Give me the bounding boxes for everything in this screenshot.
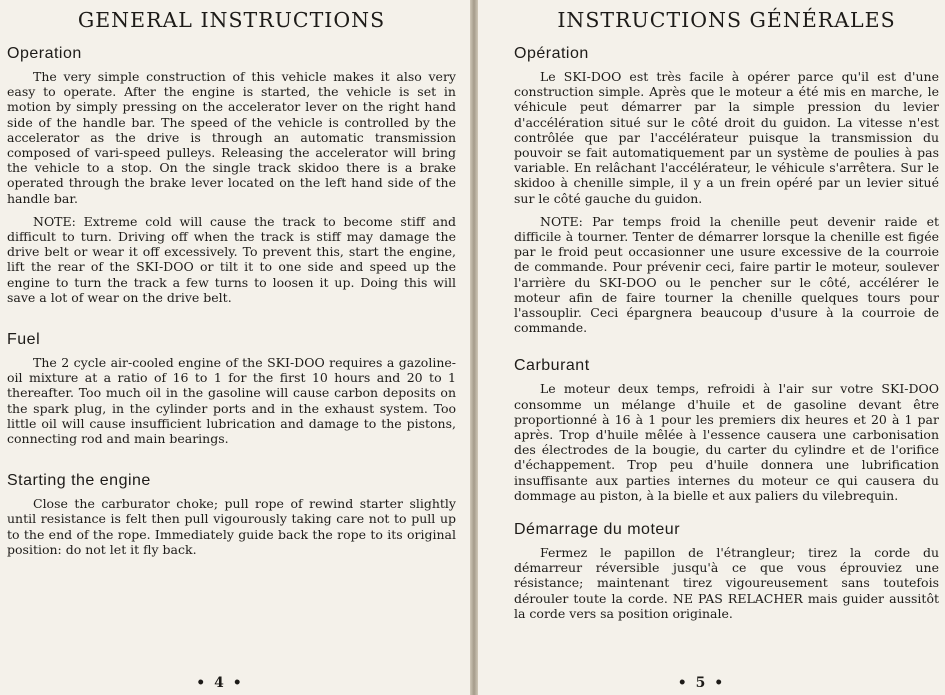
page-number: • 4 • <box>196 675 244 691</box>
section-operation <box>7 45 456 305</box>
section-starting-engine <box>514 521 939 621</box>
paragraph: The very simple construction of this vehicle makes it also very easy to operate. After the engine is started, the vehicle is set in motion by simply pressing on the accelerator lever on the right hand side of the handle bar. The speed of the vehicle is controlled by the accelerator as the drive is through an automatic transmission composed of vari-speed pulleys. Releasing the accelerator will bring the vehicle to a stop. On the single track skidoo there is a brake operated through the brake lever located on the left hand side of the handle bar. <box>7 69 456 206</box>
section-starting-engine <box>7 472 456 557</box>
note-paragraph: NOTE: Par temps froid la chenille peut devenir raide et difficile à tourner. Tenter de démarrer lorsque la chenille est figée par le froid peut occasionner une usure excessive de la courroie de commande. Pour prévenir ceci, faire partir le moteur, soulever l'arrière du SKI-DOO ou le pencher sur le côté, accélérer le moteur afin de faire tourner la chenille quelques tours pour l'assouplir. Ceci épargnera beaucoup d'usure à la courroie de commande. <box>514 213 939 336</box>
section-operation <box>514 45 939 335</box>
note-paragraph: NOTE: Extreme cold will cause the track to become stiff and difficult to turn. Driving off when the track is stiff may damage the drive belt or wear it off excessively. To prevent this, start the engine, lift the rear of the SKI-DOO or tilt it to one side and speed up the engine to turn the track a few turns to loosen it up. Doing this will save a lot of wear on the drive belt. <box>7 213 456 305</box>
section-fuel <box>7 331 456 446</box>
section-heading: Fuel <box>7 331 41 349</box>
book-gutter <box>470 0 478 695</box>
page-right <box>478 0 945 695</box>
paragraph: The 2 cycle air-cooled engine of the SKI-DOO requires a gazoline-oil mixture at a ratio of 16 to 1 for the first 10 hours and 20 to 1 thereafter. Too much oil in the gasoline will cause carbon deposits on the spark plug, in the cylinder ports and in the exhaust system. Too little oil will cause insufficient lubrication and damage to the pistons, connecting rod and main bearings. <box>7 355 456 447</box>
section-fuel <box>514 357 939 503</box>
page-title: INSTRUCTIONS GÉNÉRALES <box>557 8 896 32</box>
section-heading: Carburant <box>514 357 590 375</box>
page-left <box>0 0 470 695</box>
page-title: GENERAL INSTRUCTIONS <box>77 8 386 32</box>
paragraph: Close the carburator choke; pull rope of rewind starter slightly until resistance is felt then pull vigourously taking care not to pull up to the end of the rope. Immediately guide back the rope to its original position: do not let it fly back. <box>7 496 456 557</box>
page-number: • 5 • <box>677 675 726 691</box>
section-heading: Starting the engine <box>7 472 151 490</box>
paragraph: Le moteur deux temps, refroidi à l'air sur votre SKI-DOO consomme un mélange d'huile et de gasoline devant être proportionné à 16 à 1 pour les premiers dix heures et 20 à 1 par après. Trop d'huile mêlée à l'essence causera une carbonisation des électrodes de la bougie, du carter du cylindre et de l'orifice d'échappement. Trop peu d'huile donnera une lubrification insuffisante aux parties internes du moteur ce qui causera du dommage au piston, à la bielle et aux paliers du vilebrequin. <box>514 381 939 503</box>
paragraph: Le SKI-DOO est très facile à opérer parce qu'il est d'une construction simple. Après que le moteur a été mis en marche, le véhicule peut démarrer par la simple pression du levier d'accélération situé sur le côté droit du guidon. La vitesse n'est contrôlée que par l'accélérateur puisque la transmission du pouvoir se fait automatiquement par un système de poulies à pas variable. En relâchant l'accélérateur, le véhicule s'arrêtera. Sur le skidoo à chenille simple, il y a un frein opéré par un levier situé sur le côté gauche du guidon. <box>514 69 939 206</box>
section-heading: Operation <box>7 45 82 62</box>
section-heading: Démarrage du moteur <box>514 521 681 539</box>
section-heading: Opération <box>514 45 589 62</box>
paragraph: Fermez le papillon de l'étrangleur; tirez la corde du démarreur réversible jusqu'à ce que vous éprouviez une résistance; maintenant tirez vigoureusement sans toutefois dérouler toute la corde. NE PAS RELACHER mais guider aussitôt la corde vers sa position originale. <box>514 545 939 621</box>
